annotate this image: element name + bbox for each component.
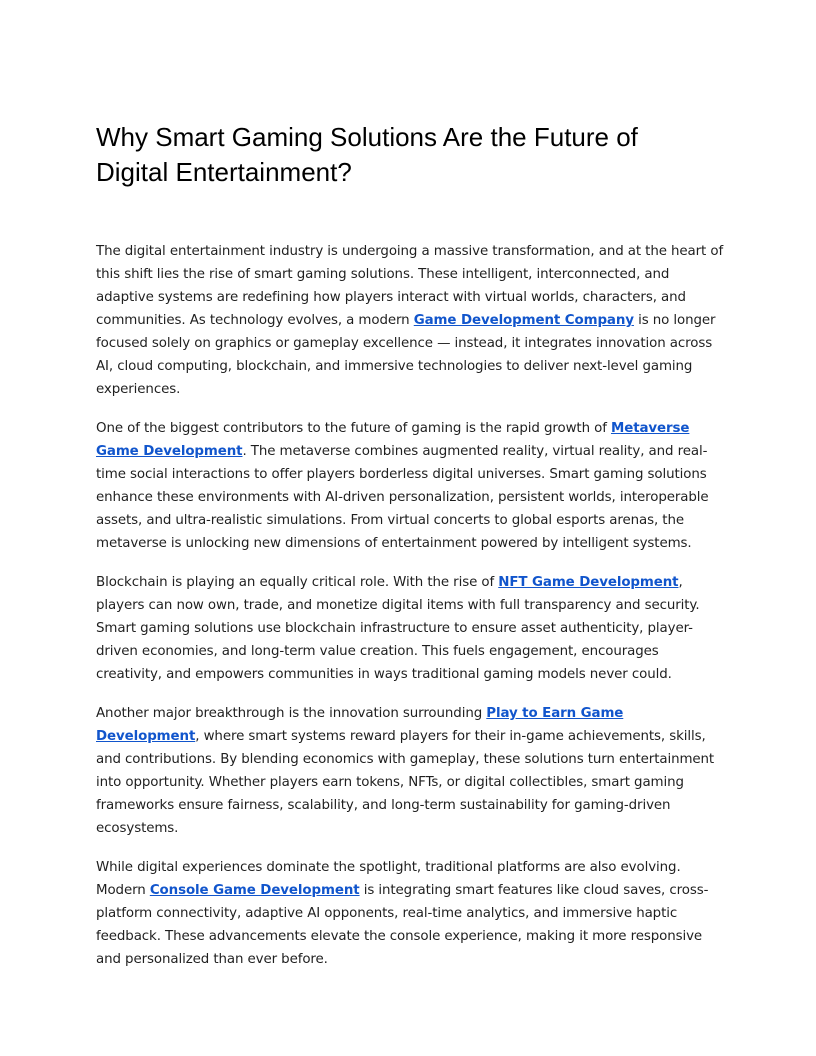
- link-metaverse-game-development[interactable]: Metaverse Game Development: [96, 421, 690, 459]
- paragraph-text: One of the biggest contributors to the future of gaming is the rapid growth of: [96, 421, 611, 436]
- link-console-game-development[interactable]: Console Game Development: [149, 883, 360, 898]
- paragraph-nft: [96, 571, 726, 686]
- paragraph-text: is no longer focused solely on graphics or gameplay excellence — instead, it integrates innovation across AI, cloud computing, blockchain, and immersive technologies to deliver next-level gaming experiences.: [96, 313, 716, 397]
- paragraph-text: Blockchain is playing an equally critical role. With the rise of: [96, 575, 499, 590]
- link-nft-game-development[interactable]: NFT Game Development: [498, 575, 679, 590]
- paragraph-text: Another major breakthrough is the innovation surrounding: [96, 706, 487, 721]
- paragraph-text: is integrating smart features like cloud saves, cross-platform connectivity, adaptive AI opponents, real-time analytics, and immersive haptic feedback. These advancements elevate the console experience, making it more responsive and personalized than ever before.: [96, 883, 709, 967]
- paragraph-text: , where smart systems reward players for their in-game achievements, skills, and contributions. By blending economics with gameplay, these solutions turn entertainment into opportunity. Whether players earn tokens, NFTs, or digital collectibles, smart gaming frameworks ensure fairness, scalability, and long-term sustainability for gaming-driven ecosystems.: [96, 729, 715, 836]
- paragraph-game-development-company: [96, 240, 726, 401]
- paragraph-console: [96, 856, 726, 971]
- paragraph-text: The digital entertainment industry is undergoing a massive transformation, and at the heart of this shift lies the rise of smart gaming solutions. These intelligent, interconnected, and adaptive systems are redefining how players interact with virtual worlds, characters, and communities. As technology evolves, a modern: [96, 244, 724, 328]
- document-body: [96, 240, 726, 971]
- link-play-to-earn-game-development[interactable]: Play to Earn Game Development: [96, 706, 624, 744]
- paragraph-text: , players can now own, trade, and monetize digital items with full transparency and security. Smart gaming solutions use blockchain infrastructure to ensure asset authenticity, player-driven economies, and long-term value creation. This fuels engagement, encourages creativity, and empowers communities in ways traditional gaming models never could.: [96, 575, 700, 682]
- paragraph-metaverse: [96, 417, 726, 555]
- paragraph-text: . The metaverse combines augmented reality, virtual reality, and real-time social interactions to offer players borderless digital universes. Smart gaming solutions enhance these environments with AI-driven personalization, persistent worlds, interoperable assets, and ultra-realistic simulations. From virtual concerts to global esports arenas, the metaverse is unlocking new dimensions of entertainment powered by intelligent systems.: [96, 444, 709, 551]
- page-title: Why Smart Gaming Solutions Are the Future of Digital Entertainment?: [96, 122, 638, 187]
- document-page: [96, 120, 726, 987]
- paragraph-play-to-earn: [96, 702, 726, 840]
- paragraph-text: While digital experiences dominate the spotlight, traditional platforms are also evolving. Modern: [96, 860, 681, 898]
- link-game-development-company[interactable]: Game Development Company: [413, 313, 634, 328]
